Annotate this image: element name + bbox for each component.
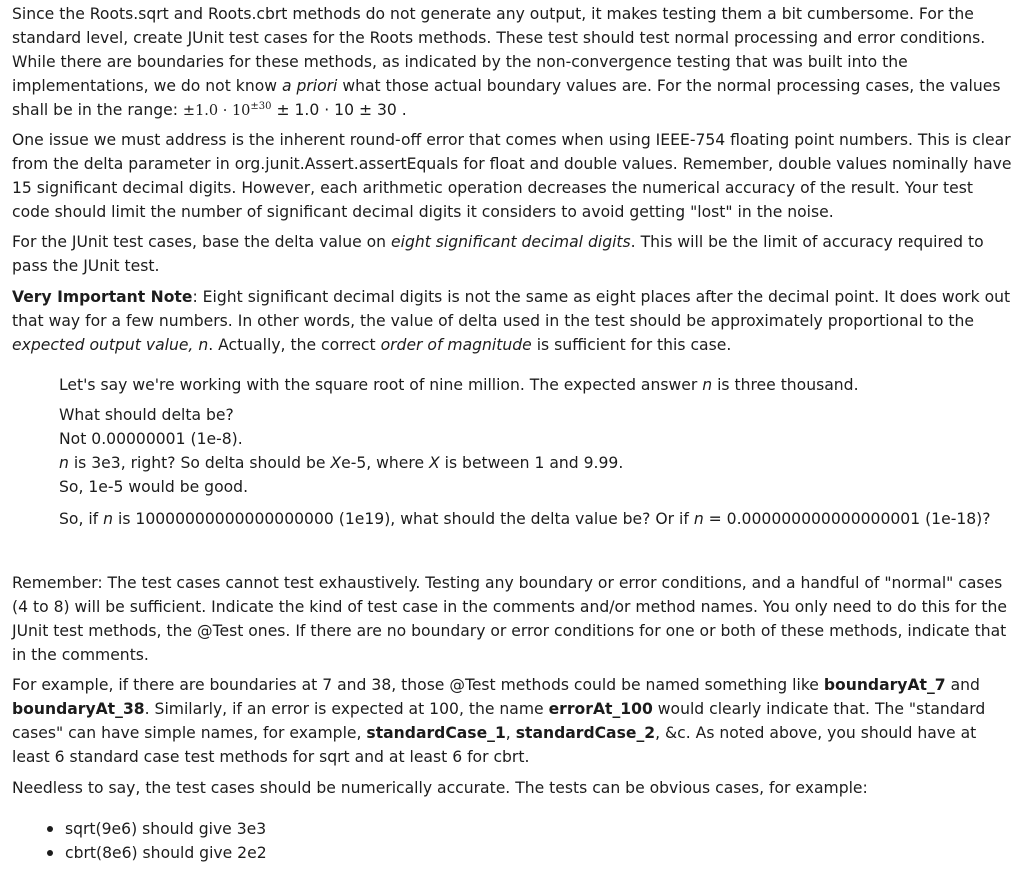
important-note-label: Very Important Note [12,288,193,306]
paragraph-intro [12,2,1012,123]
text: , &c. As noted above, you should have at least 6 standard case test methods for sqrt and at least 6 for cbrt. [12,724,977,766]
text: is 3e3, right? So delta should be [68,454,331,472]
text: and [945,676,980,694]
text: = 0.000000000000000001 (1e-18)? [703,510,991,528]
text: Let's say we're working with the square root of nine million. The expected answer [59,376,703,394]
paragraph-important-note [12,285,1012,357]
paragraph-delta [12,230,1012,278]
text: is 10000000000000000000 (1e19), what should the delta value be? Or if [113,510,694,528]
formula-base: ±1.0 · 10 [182,103,251,119]
list-item: cbrt(8e6) should give 2e2 [12,841,267,865]
variable-n: n [59,454,69,472]
emphasis-eight-digits: eight significant decimal digits [391,233,631,251]
method-name: boundaryAt_7 [823,676,946,694]
text: For the JUnit test cases, base the delta value on [12,233,392,251]
emphasis-a-priori: a priori [281,77,338,95]
range-plain: ± 1.0 · 10 ± 30 . [271,101,407,119]
quote-line [59,451,1009,475]
text: . Actually, the correct [208,336,381,354]
quote-line: What should delta be? [59,406,234,424]
method-name: boundaryAt_38 [12,700,145,718]
range-formula [183,103,272,119]
variable-n: n [103,510,114,528]
text: would clearly indicate that. The "standard cases" can have simple names, for example, [12,700,986,742]
text: is sufficient for this case. [531,336,732,354]
paragraph-roundoff: One issue we must address is the inherent round-off error that comes when using IEEE-754 floating point numbers. This is clear from the delta parameter in org.junit.Assert.assertEquals for float and double values. Remember, double values nominally have 15 significant decimal digits. However, each arithmetic operation decreases the numerical accuracy of the result. Your test code should limit the number of significant decimal digits it considers to avoid getting "lost" in the noise. [12,131,1012,221]
text: is three thousand. [712,376,859,394]
emphasis-expected-output: expected output value, n [12,336,209,354]
paragraph-remember: Remember: The test cases cannot test exhaustively. Testing any boundary or error conditions, and a handful of "normal" cases (4 to 8) will be sufficient. Indicate the kind of test case in the comments and/or method names. You only need to do this for the JUnit test methods, the @Test ones. If there are no boundary or error conditions for one or both of these methods, indicate that in the comments. [12,574,1007,664]
text: e-5, where [341,454,429,472]
text: : Eight significant decimal digits is not the same as eight places after the decimal point. It does work out that way for a few numbers. In other words, the value of delta used in the test should be approximately proportional to the [12,288,1011,330]
text: . Similarly, if an error is expected at 100, the name [144,700,549,718]
text: For example, if there are boundaries at 7 and 38, those @Test methods could be named something like [12,676,824,694]
text: what those actual boundary values are. For the normal processing cases, the values shall be in the range: [12,77,1001,119]
variable-x: X [429,454,440,472]
text: So, if [59,510,104,528]
example-list [12,817,267,865]
quote-extreme-values [59,507,1009,531]
text: . This will be the limit of accuracy required to pass the JUnit test. [12,233,984,275]
formula-exponent: ±30 [250,101,272,112]
text: , [505,724,516,742]
variable-n: n [693,510,704,528]
paragraph-example-names [12,673,1012,769]
emphasis-order-of-magnitude: order of magnitude [380,336,532,354]
method-name: standardCase_2 [515,724,656,742]
quote-line: So, 1e-5 would be good. [59,478,249,496]
text: Since the Roots.sqrt and Roots.cbrt methods do not generate any output, it makes testing them a bit cumbersome. For the standard level, create JUnit test cases for the Roots methods. These test should test normal processing and error conditions. While there are boundaries for these methods, as indicated by the non-convergence testing that was built into the implementations, we do not know [12,5,986,95]
text: is between 1 and 9.99. [439,454,624,472]
method-name: standardCase_1 [366,724,506,742]
variable-x: X [330,454,342,472]
quote-line: Not 0.00000001 (1e-8). [59,430,243,448]
variable-n: n [702,376,713,394]
quote-square-root [59,373,1009,397]
list-item: sqrt(9e6) should give 3e3 [12,817,267,841]
paragraph-needless: Needless to say, the test cases should be numerically accurate. The tests can be obvious cases, for example: [12,779,868,797]
method-name: errorAt_100 [548,700,653,718]
quote-delta-reasoning [59,403,1009,499]
